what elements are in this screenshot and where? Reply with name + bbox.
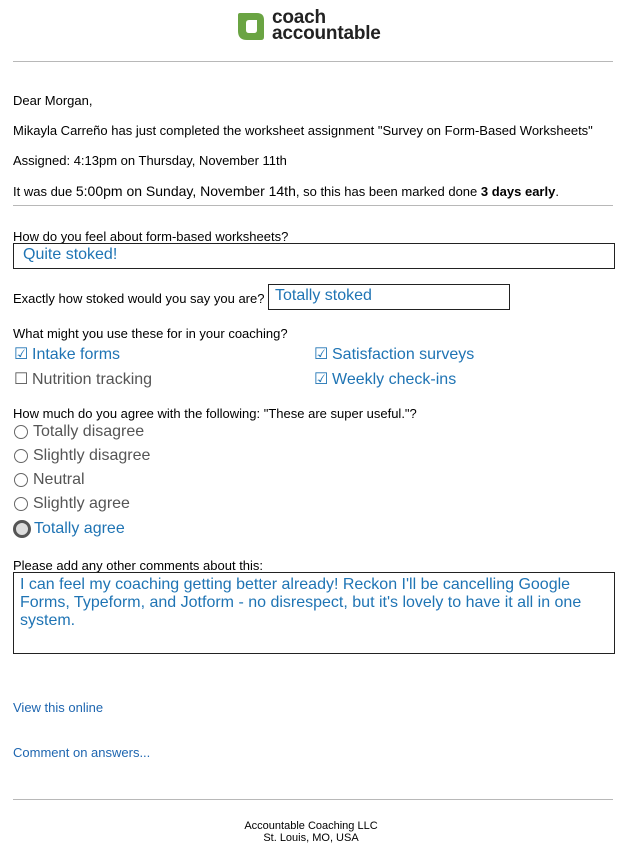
q5-answer-box	[13, 572, 615, 654]
q3-option-intake-forms	[14, 344, 120, 364]
q3-option-label: Satisfaction surveys	[332, 346, 475, 363]
q4-option-label: Slightly disagree	[33, 447, 151, 464]
q3-option-nutrition-tracking	[14, 369, 152, 389]
q4-option-label: Totally disagree	[33, 423, 145, 440]
q2-question: Exactly how stoked would you say you are?	[13, 291, 265, 306]
q5-question: Please add any other comments about this:	[13, 558, 264, 573]
due-end: .	[555, 184, 559, 199]
q4-question: How much do you agree with the following: "These are super useful."?	[13, 406, 417, 421]
checked-box-icon: ☑	[314, 371, 329, 388]
header-divider	[13, 61, 613, 62]
comment-on-answers-link[interactable]: Comment on answers...	[13, 745, 151, 760]
radio-selected-icon	[13, 520, 31, 538]
q2-answer: Totally stoked	[275, 287, 372, 304]
q2-answer-box	[268, 284, 510, 310]
q3-option-label: Intake forms	[32, 346, 121, 363]
radio-empty-icon	[14, 425, 28, 439]
q1-question: How do you feel about form-based worksheets?	[13, 229, 289, 244]
q1-answer: Quite stoked!	[23, 246, 118, 263]
q3-option-satisfaction-surveys	[314, 344, 474, 364]
q4-option-totally-agree	[13, 520, 125, 538]
due-middle: , so this has been marked done	[295, 184, 481, 199]
leaf-logo-icon	[236, 11, 266, 41]
logo-wordmark	[272, 7, 381, 44]
q3-question: What might you use these for in your coaching?	[13, 326, 288, 341]
radio-empty-icon	[14, 473, 28, 487]
summary-text: Mikayla Carreño has just completed the worksheet assignment "Survey on Form-Based Worksheets"	[13, 123, 593, 138]
q4-option-label: Slightly agree	[33, 495, 130, 512]
summary-divider	[13, 205, 613, 206]
footer-location: St. Louis, MO, USA	[263, 832, 359, 844]
q4-option-label: Neutral	[33, 471, 85, 488]
due-text	[13, 183, 559, 199]
q4-option-totally-disagree	[13, 423, 144, 441]
radio-empty-icon	[14, 497, 28, 511]
checked-box-icon: ☑	[314, 346, 329, 363]
q5-answer: I can feel my coaching getting better already! Reckon I'll be cancelling Google Forms, Typeform, and Jotform - no disrespect, but it's lovely to have it all in one system.	[20, 576, 582, 629]
view-online-link[interactable]: View this online	[13, 700, 104, 715]
q4-option-label: Totally agree	[34, 520, 125, 537]
radio-empty-icon	[14, 449, 28, 463]
q3-option-label: Weekly check-ins	[332, 371, 457, 388]
q4-option-neutral	[13, 471, 85, 489]
q4-option-slightly-agree	[13, 495, 130, 513]
q1-answer-box	[13, 243, 615, 269]
logo-line-1: coach	[272, 7, 326, 28]
greeting: Dear Morgan,	[13, 93, 93, 108]
assigned-text: Assigned: 4:13pm on Thursday, November 11th	[13, 153, 287, 168]
checked-box-icon: ☑	[14, 346, 29, 363]
q3-option-label: Nutrition tracking	[32, 371, 153, 388]
due-time: 5:00pm on Sunday, November 14th	[75, 183, 296, 199]
logo	[236, 9, 381, 43]
footer-divider	[13, 799, 613, 800]
footer-company: Accountable Coaching LLC	[244, 820, 378, 832]
due-prefix: It was due	[13, 184, 76, 199]
unchecked-box-icon: ☐	[14, 371, 29, 388]
due-early-badge: 3 days early	[480, 184, 556, 199]
logo-line-2: accountable	[272, 23, 381, 44]
q4-option-slightly-disagree	[13, 447, 150, 465]
q3-option-weekly-check-ins	[314, 369, 456, 389]
